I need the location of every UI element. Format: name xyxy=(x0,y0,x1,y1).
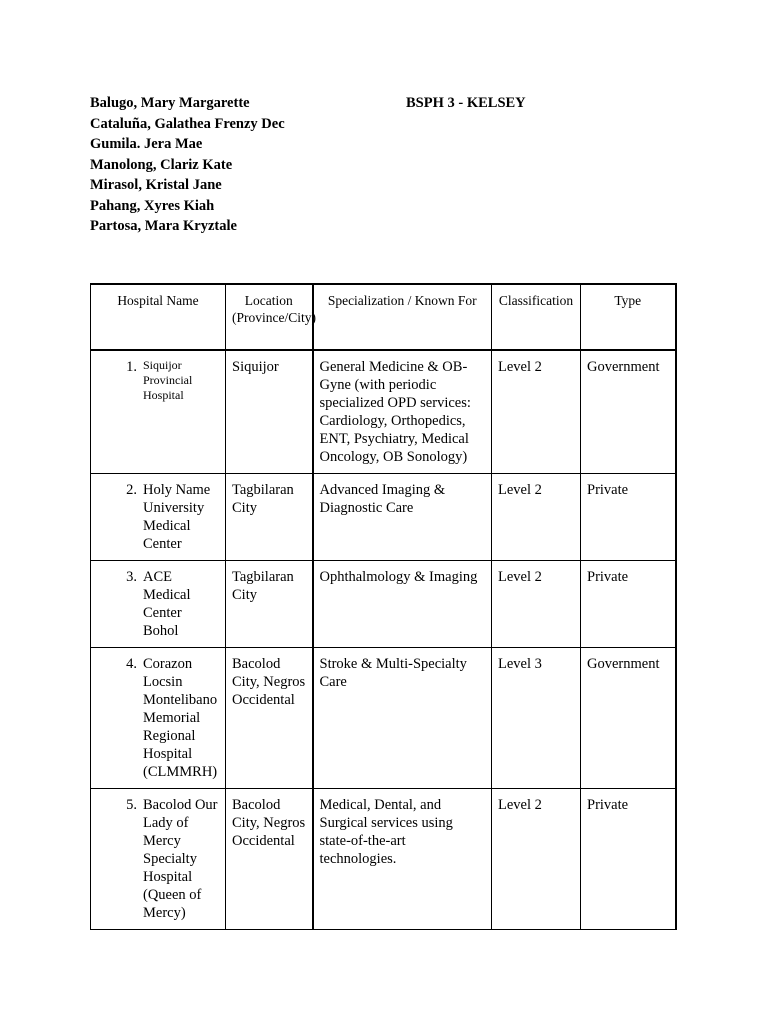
member-name: Cataluña, Galathea Frenzy Dec xyxy=(90,115,285,132)
type-cell: Private xyxy=(581,789,676,930)
specialization-cell: Ophthalmology & Imaging xyxy=(313,561,492,648)
type-cell: Government xyxy=(581,350,676,474)
hospital-name-cell xyxy=(91,561,226,648)
member-name: Manolong, Clariz Kate xyxy=(90,156,233,173)
specialization-cell: Stroke & Multi-Specialty Care xyxy=(313,648,492,789)
specialization-cell: General Medicine & OB-Gyne (with periodic specialized OPD services: Cardiology, Orthopedics, ENT, Psychiatry, Medical Oncology, OB Sonology) xyxy=(313,350,492,474)
location-cell: Tagbilaran City xyxy=(226,561,313,648)
table-row xyxy=(91,474,676,561)
hospital-name-cell xyxy=(91,474,226,561)
classification-cell: Level 2 xyxy=(492,474,581,561)
member-list xyxy=(90,93,285,237)
classification-cell: Level 2 xyxy=(492,561,581,648)
row-number: 5. xyxy=(126,797,137,813)
location-cell: Bacolod City, Negros Occidental xyxy=(226,789,313,930)
member-name: Partosa, Mara Kryztale xyxy=(90,218,237,234)
hospital-name: Siquijor Provincial Hospital xyxy=(143,358,193,402)
specialization-cell: Advanced Imaging & Diagnostic Care xyxy=(313,474,492,561)
member-name: Balugo, Mary Margarette xyxy=(90,95,250,111)
classification-cell: Level 2 xyxy=(492,789,581,930)
table-header-row xyxy=(91,284,676,350)
hospital-name-cell xyxy=(91,789,226,930)
location-cell: Tagbilaran City xyxy=(226,474,313,561)
header-specialization: Specialization / Known For xyxy=(313,284,492,350)
row-number: 1. xyxy=(126,359,137,375)
section-label: BSPH 3 - KELSEY xyxy=(406,95,526,111)
member-name: Gumila. Jera Mae xyxy=(90,136,203,152)
header-location: Location (Province/City) xyxy=(226,284,313,350)
classification-cell: Level 2 xyxy=(492,350,581,474)
table-row xyxy=(91,648,676,789)
type-cell: Government xyxy=(581,648,676,789)
type-cell: Private xyxy=(581,561,676,648)
hospital-name-cell xyxy=(91,350,226,474)
hospital-name-cell xyxy=(91,648,226,789)
header-classification: Classification xyxy=(492,284,581,350)
header-type: Type xyxy=(581,284,676,350)
member-name: Mirasol, Kristal Jane xyxy=(90,177,222,193)
location-cell: Bacolod City, Negros Occidental xyxy=(226,648,313,789)
member-name: Pahang, Xyres Kiah xyxy=(90,197,215,214)
row-number: 4. xyxy=(126,656,137,672)
hospital-name: Corazon Locsin Montelibano Memorial Regional Hospital (CLMMRH) xyxy=(143,656,218,780)
table-row xyxy=(91,350,676,474)
hospital-name: Holy Name University Medical Center xyxy=(143,482,211,552)
hospital-name: Bacolod Our Lady of Mercy Specialty Hospital (Queen of Mercy) xyxy=(143,797,218,921)
row-number: 3. xyxy=(126,569,137,585)
location-cell: Siquijor xyxy=(226,350,313,474)
header-hospital-name: Hospital Name xyxy=(91,284,226,350)
classification-cell: Level 3 xyxy=(492,648,581,789)
specialization-cell: Medical, Dental, and Surgical services using state-of-the-art technologies. xyxy=(313,789,492,930)
type-cell: Private xyxy=(581,474,676,561)
table-row xyxy=(91,789,676,930)
hospital-name: ACE Medical Center Bohol xyxy=(143,569,191,639)
hospital-table xyxy=(90,283,677,930)
table-row xyxy=(91,561,676,648)
row-number: 2. xyxy=(126,482,137,498)
